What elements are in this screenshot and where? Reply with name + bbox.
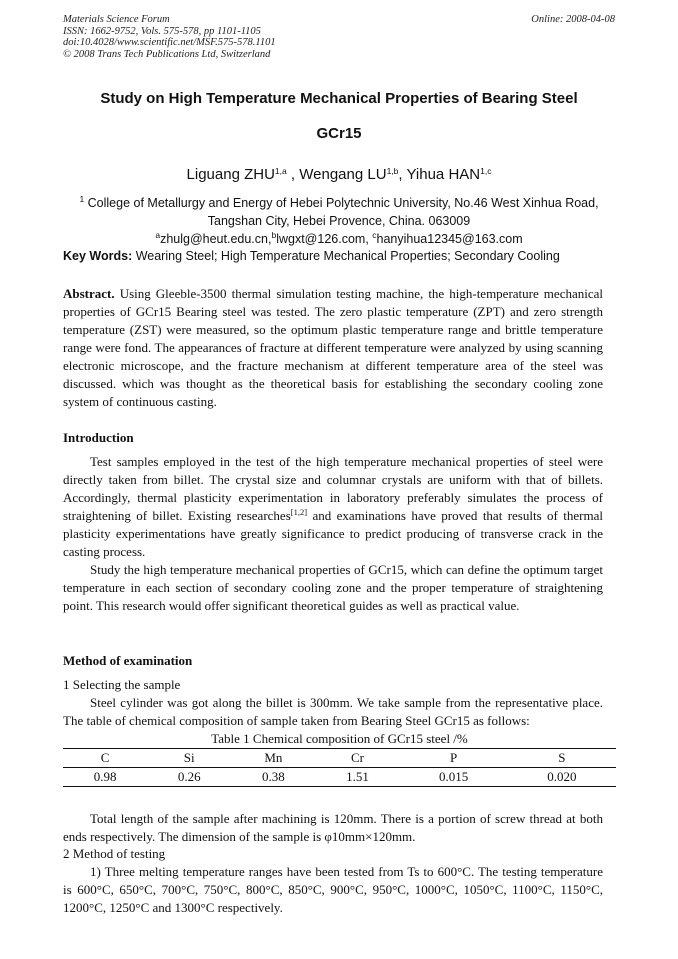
- author-separator: ,: [286, 166, 300, 183]
- paper-title-line2: GCr15: [316, 125, 362, 142]
- copyright-line: © 2008 Trans Tech Publications Ltd, Switzerland: [63, 48, 271, 60]
- doi-line: doi:10.4028/www.scientific.net/MSF.575-578.1101: [63, 37, 276, 49]
- keywords-text: Wearing Steel; High Temperature Mechanical Properties; Secondary Cooling: [132, 249, 560, 263]
- table-cell: 0.38: [231, 768, 315, 787]
- table-cell: 0.98: [63, 768, 147, 787]
- table-header-cell: Mn: [231, 749, 315, 768]
- table-header-cell: Si: [147, 749, 231, 768]
- table-cell: 0.020: [508, 768, 616, 787]
- method-paragraph-2: Total length of the sample after machining is 120mm. There is a portion of screw thread at both ends respectively. The dimension of the sample is φ10mm×120mm.: [63, 811, 603, 844]
- email-a: zhulg@heut.edu.cn,: [160, 232, 272, 246]
- author-name: Liguang ZHU: [186, 166, 275, 183]
- section-heading-method: Method of examination: [63, 653, 193, 668]
- table-header-row: [63, 749, 616, 768]
- intro-paragraph-2: Study the high temperature mechanical properties of GCr15, which can define the optimum target temperature in each section of secondary cooling zone and the proper temperature of straightening point. This research would offer significant theoretical guides as well as practical value.: [63, 562, 603, 613]
- method-paragraph-3: 1) Three melting temperature ranges have been tested from Ts to 600°C. The testing temperature is 600°C, 650°C, 700°C, 750°C, 800°C, 850°C, 900°C, 950°C, 1000°C, 1050°C, 1100°C, 1150°C, 1200°C, 1250°C and 1300°C respectively.: [63, 864, 603, 915]
- table-cell: 0.015: [400, 768, 508, 787]
- keywords: [63, 249, 560, 263]
- table-caption: Table 1 Chemical composition of GCr15 steel /%: [211, 731, 468, 746]
- table-cell: 0.26: [147, 768, 231, 787]
- journal-header: [63, 14, 276, 60]
- email-c: hanyihua12345@163.com: [376, 232, 523, 246]
- affiliation-line1: $^1$ College of Metallurgy and Energy of Hebei Polytechnic University, No.46 West Xinhua Road,: [79, 194, 599, 210]
- subsection-selecting-sample: 1 Selecting the sample: [63, 677, 181, 692]
- abstract-text: Using Gleeble-3500 thermal simulation testing machine, the high-temperature mechanical properties of GCr15 Bearing steel was tested. The zero plastic temperature (ZPT) and zero strength temperature (ZST) were measured, so the optimum plastic temperature range and brittle temperature range were fond. The appearances of fracture at different temperature were analyzed by using scanning electronic microscope, and the fracture mechanism at different temperature area of the steel was discussed. which was thought as the theoretical basis for establishing the secondary cooling zone system of continuous casting.: [63, 286, 603, 409]
- online-date: Online: 2008-04-08: [531, 14, 615, 25]
- chemical-composition-table: [63, 748, 616, 787]
- journal-name: Materials Science Forum: [63, 14, 170, 25]
- table-header-cell: S: [508, 749, 616, 768]
- author-name: Wengang LU: [299, 166, 387, 183]
- affiliation-marker: 1: [79, 194, 85, 204]
- author-affil-marker: 1,c: [480, 166, 492, 176]
- section-heading-introduction: Introduction: [63, 430, 134, 445]
- email-b: lwgxt@126.com,: [276, 232, 373, 246]
- subsection-method-of-testing: 2 Method of testing: [63, 846, 166, 861]
- author-affil-marker: 1,a: [274, 166, 287, 176]
- abstract: [63, 285, 603, 411]
- email-line: $^a$zhulg@heut.edu.cn,$^b$lwgxt@126.com, $^c$hanyihua12345@163.com: [155, 230, 523, 246]
- table-header-cell: P: [400, 749, 508, 768]
- intro-paragraph-1: Test samples employed in the test of the high temperature mechanical properties of steel were directly taken from billet. The crystal size and columnar crystals are uniform with that of billets. Accordingly, thermal plasticity experimentation in laboratory preferably simulates the process of straightening of billet. Existing researches[1,2] and examinations have proved that results of thermal plasticity experimentations have greatly significance to predict producing of transverse crack in the casting process.: [63, 454, 603, 559]
- table-header-cell: Cr: [315, 749, 399, 768]
- table-header-cell: C: [63, 749, 147, 768]
- paper-title-line1: Study on High Temperature Mechanical Properties of Bearing Steel: [100, 90, 578, 107]
- abstract-label: Abstract.: [63, 286, 115, 301]
- table-cell: 1.51: [315, 768, 399, 787]
- author-affil-marker: 1,b: [386, 166, 399, 176]
- keywords-label: Key Words:: [63, 249, 133, 263]
- affiliation-line2: Tangshan City, Hebei Provence, China. 063009: [207, 214, 471, 228]
- method-paragraph-1: Steel cylinder was got along the billet is 300mm. We take sample from the representative place. The table of chemical composition of sample taken from Bearing Steel GCr15 as follows:: [63, 695, 603, 728]
- issn-line: ISSN: 1662-9752, Vols. 575-578, pp 1101-1105: [63, 25, 261, 37]
- citation-ref: [1,2]: [290, 507, 308, 517]
- table-row: [63, 768, 616, 787]
- author-name: Yihua HAN: [406, 166, 481, 183]
- author-separator: ,: [398, 166, 407, 183]
- author-list: [40, 166, 638, 183]
